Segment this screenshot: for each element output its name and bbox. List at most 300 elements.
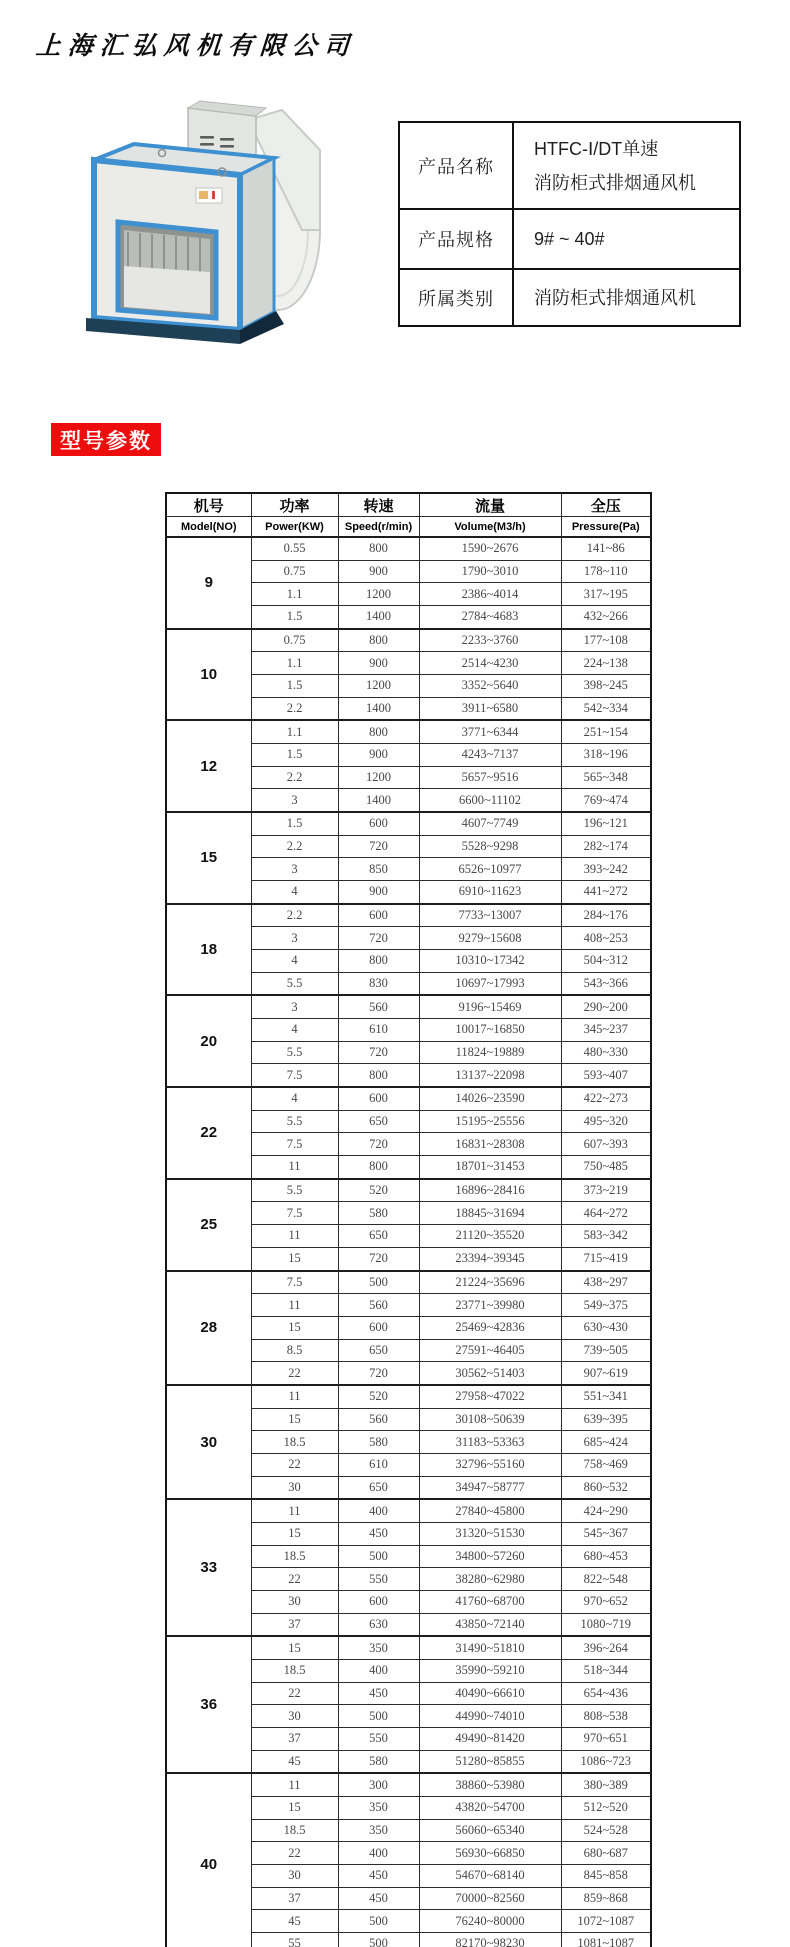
spec-header-cell: 流量 xyxy=(419,493,561,517)
spec-cell: 27591~46405 xyxy=(419,1339,561,1362)
spec-cell: 610 xyxy=(338,1019,419,1042)
spec-cell: 18.5 xyxy=(251,1545,338,1568)
spec-cell: 15195~25556 xyxy=(419,1110,561,1133)
spec-cell: 70000~82560 xyxy=(419,1887,561,1910)
spec-cell: 720 xyxy=(338,1247,419,1270)
spec-cell: 504~312 xyxy=(561,950,651,973)
spec-cell: 1400 xyxy=(338,697,419,720)
spec-cell: 43820~54700 xyxy=(419,1796,561,1819)
spec-cell: 551~341 xyxy=(561,1385,651,1408)
spec-cell: 400 xyxy=(338,1842,419,1865)
spec-cell: 37 xyxy=(251,1727,338,1750)
spec-cell: 18701~31453 xyxy=(419,1156,561,1179)
spec-cell: 583~342 xyxy=(561,1225,651,1248)
spec-cell: 27958~47022 xyxy=(419,1385,561,1408)
spec-cell: 900 xyxy=(338,881,419,904)
spec-cell: 34800~57260 xyxy=(419,1545,561,1568)
spec-header-cell: Speed(r/min) xyxy=(338,517,419,538)
model-params-badge: 型号参数 xyxy=(51,423,161,456)
spec-cell: 6910~11623 xyxy=(419,881,561,904)
spec-cell: 43850~72140 xyxy=(419,1613,561,1636)
spec-header-cell: Model(NO) xyxy=(166,517,251,538)
spec-cell: 600 xyxy=(338,1087,419,1110)
spec-cell: 177~108 xyxy=(561,629,651,652)
spec-row xyxy=(166,995,651,1018)
spec-cell: 41760~68700 xyxy=(419,1590,561,1613)
spec-cell: 1081~1087 xyxy=(561,1932,651,1947)
spec-cell: 23394~39345 xyxy=(419,1247,561,1270)
spec-cell: 545~367 xyxy=(561,1522,651,1545)
spec-cell: 30 xyxy=(251,1590,338,1613)
spec-cell: 850 xyxy=(338,858,419,881)
spec-cell: 30 xyxy=(251,1864,338,1887)
spec-cell: 15 xyxy=(251,1316,338,1339)
model-number: 9 xyxy=(166,537,251,629)
spec-cell: 10697~17993 xyxy=(419,972,561,995)
spec-cell: 800 xyxy=(338,537,419,560)
spec-cell: 2.2 xyxy=(251,697,338,720)
model-number: 36 xyxy=(166,1636,251,1773)
spec-cell: 5657~9516 xyxy=(419,766,561,789)
spec-cell: 520 xyxy=(338,1179,419,1202)
model-number: 22 xyxy=(166,1087,251,1179)
spec-cell: 31183~53363 xyxy=(419,1431,561,1454)
spec-cell: 34947~58777 xyxy=(419,1476,561,1499)
spec-cell: 21224~35696 xyxy=(419,1271,561,1294)
spec-cell: 31490~51810 xyxy=(419,1636,561,1659)
spec-row xyxy=(166,812,651,835)
spec-cell: 4 xyxy=(251,950,338,973)
spec-cell: 290~200 xyxy=(561,995,651,1018)
spec-cell: 1.5 xyxy=(251,812,338,835)
spec-cell: 350 xyxy=(338,1819,419,1842)
spec-cell: 22 xyxy=(251,1362,338,1385)
spec-cell: 1080~719 xyxy=(561,1613,651,1636)
spec-cell: 38280~62980 xyxy=(419,1568,561,1591)
spec-cell: 650 xyxy=(338,1225,419,1248)
spec-cell: 3911~6580 xyxy=(419,697,561,720)
spec-cell: 500 xyxy=(338,1271,419,1294)
spec-table xyxy=(165,492,652,1947)
spec-cell: 15 xyxy=(251,1636,338,1659)
spec-cell: 317~195 xyxy=(561,583,651,606)
spec-cell: 739~505 xyxy=(561,1339,651,1362)
spec-cell: 35990~59210 xyxy=(419,1659,561,1682)
spec-cell: 860~532 xyxy=(561,1476,651,1499)
spec-cell: 32796~55160 xyxy=(419,1453,561,1476)
spec-cell: 1.1 xyxy=(251,720,338,743)
spec-row xyxy=(166,629,651,652)
spec-header-cell: 全压 xyxy=(561,493,651,517)
spec-cell: 7.5 xyxy=(251,1133,338,1156)
spec-header-cn xyxy=(166,493,651,517)
spec-cell: 600 xyxy=(338,812,419,835)
model-number: 12 xyxy=(166,720,251,812)
info-value-product-name xyxy=(513,122,740,209)
spec-cell: 23771~39980 xyxy=(419,1294,561,1317)
spec-cell: 31320~51530 xyxy=(419,1522,561,1545)
spec-cell: 450 xyxy=(338,1522,419,1545)
spec-cell: 141~86 xyxy=(561,537,651,560)
fan-cabinet-illustration xyxy=(70,80,322,360)
spec-cell: 396~264 xyxy=(561,1636,651,1659)
spec-cell: 9279~15608 xyxy=(419,927,561,950)
spec-cell: 56060~65340 xyxy=(419,1819,561,1842)
spec-cell: 9196~15469 xyxy=(419,995,561,1018)
model-number: 20 xyxy=(166,995,251,1087)
spec-cell: 800 xyxy=(338,1156,419,1179)
spec-cell: 720 xyxy=(338,835,419,858)
spec-header-en xyxy=(166,517,651,538)
spec-cell: 38860~53980 xyxy=(419,1773,561,1796)
spec-cell: 56930~66850 xyxy=(419,1842,561,1865)
spec-cell: 300 xyxy=(338,1773,419,1796)
spec-cell: 600 xyxy=(338,1316,419,1339)
spec-cell: 808~538 xyxy=(561,1705,651,1728)
spec-cell: 393~242 xyxy=(561,858,651,881)
spec-cell: 800 xyxy=(338,1064,419,1087)
spec-cell: 2784~4683 xyxy=(419,606,561,629)
spec-header-cell: Pressure(Pa) xyxy=(561,517,651,538)
spec-cell: 37 xyxy=(251,1887,338,1910)
spec-cell: 11 xyxy=(251,1225,338,1248)
model-number: 10 xyxy=(166,629,251,721)
spec-cell: 40490~66610 xyxy=(419,1682,561,1705)
spec-cell: 580 xyxy=(338,1431,419,1454)
spec-row xyxy=(166,1636,651,1659)
spec-cell: 37 xyxy=(251,1613,338,1636)
spec-header-cell: 机号 xyxy=(166,493,251,517)
spec-cell: 5.5 xyxy=(251,1179,338,1202)
spec-header-cell: Power(KW) xyxy=(251,517,338,538)
spec-row xyxy=(166,537,651,560)
spec-cell: 1200 xyxy=(338,583,419,606)
spec-cell: 30562~51403 xyxy=(419,1362,561,1385)
spec-row xyxy=(166,720,651,743)
spec-cell: 5.5 xyxy=(251,1110,338,1133)
spec-cell: 11 xyxy=(251,1499,338,1522)
spec-cell: 8.5 xyxy=(251,1339,338,1362)
spec-cell: 720 xyxy=(338,1133,419,1156)
spec-cell: 10310~17342 xyxy=(419,950,561,973)
spec-cell: 13137~22098 xyxy=(419,1064,561,1087)
spec-cell: 680~453 xyxy=(561,1545,651,1568)
spec-cell: 284~176 xyxy=(561,904,651,927)
spec-cell: 44990~74010 xyxy=(419,1705,561,1728)
spec-cell: 4 xyxy=(251,1087,338,1110)
spec-cell: 2514~4230 xyxy=(419,652,561,675)
spec-cell: 610 xyxy=(338,1453,419,1476)
spec-cell: 0.55 xyxy=(251,537,338,560)
spec-cell: 1072~1087 xyxy=(561,1910,651,1933)
spec-cell: 650 xyxy=(338,1110,419,1133)
spec-row xyxy=(166,1773,651,1796)
spec-cell: 685~424 xyxy=(561,1431,651,1454)
spec-cell: 900 xyxy=(338,560,419,583)
spec-cell: 549~375 xyxy=(561,1294,651,1317)
spec-cell: 15 xyxy=(251,1796,338,1819)
spec-cell: 282~174 xyxy=(561,835,651,858)
model-number: 30 xyxy=(166,1385,251,1499)
spec-cell: 565~348 xyxy=(561,766,651,789)
spec-cell: 82170~98230 xyxy=(419,1932,561,1947)
spec-cell: 900 xyxy=(338,652,419,675)
product-name-line1: HTFC-Ⅰ/DT单速 xyxy=(534,138,659,159)
model-number: 33 xyxy=(166,1499,251,1636)
spec-cell: 15 xyxy=(251,1408,338,1431)
spec-cell: 464~272 xyxy=(561,1202,651,1225)
spec-cell: 680~687 xyxy=(561,1842,651,1865)
spec-cell: 30 xyxy=(251,1476,338,1499)
spec-cell: 830 xyxy=(338,972,419,995)
spec-row xyxy=(166,904,651,927)
spec-header-cell: Volume(M3/h) xyxy=(419,517,561,538)
spec-cell: 580 xyxy=(338,1202,419,1225)
spec-cell: 720 xyxy=(338,927,419,950)
spec-cell: 51280~85855 xyxy=(419,1750,561,1773)
spec-cell: 380~389 xyxy=(561,1773,651,1796)
spec-cell: 11 xyxy=(251,1294,338,1317)
spec-cell: 0.75 xyxy=(251,629,338,652)
spec-cell: 560 xyxy=(338,1408,419,1431)
spec-cell: 758~469 xyxy=(561,1453,651,1476)
spec-cell: 424~290 xyxy=(561,1499,651,1522)
spec-cell: 15 xyxy=(251,1522,338,1545)
spec-cell: 800 xyxy=(338,629,419,652)
spec-cell: 7.5 xyxy=(251,1271,338,1294)
spec-cell: 500 xyxy=(338,1705,419,1728)
spec-cell: 750~485 xyxy=(561,1156,651,1179)
spec-cell: 800 xyxy=(338,950,419,973)
spec-cell: 550 xyxy=(338,1727,419,1750)
spec-row xyxy=(166,1087,651,1110)
spec-cell: 422~273 xyxy=(561,1087,651,1110)
spec-cell: 30 xyxy=(251,1705,338,1728)
spec-cell: 224~138 xyxy=(561,652,651,675)
spec-cell: 970~651 xyxy=(561,1727,651,1750)
spec-cell: 500 xyxy=(338,1910,419,1933)
spec-cell: 441~272 xyxy=(561,881,651,904)
spec-cell: 1200 xyxy=(338,766,419,789)
spec-cell: 18.5 xyxy=(251,1659,338,1682)
spec-cell: 11 xyxy=(251,1156,338,1179)
spec-cell: 10017~16850 xyxy=(419,1019,561,1042)
spec-cell: 11824~19889 xyxy=(419,1041,561,1064)
spec-cell: 1400 xyxy=(338,606,419,629)
spec-cell: 3771~6344 xyxy=(419,720,561,743)
model-number: 25 xyxy=(166,1179,251,1271)
spec-cell: 607~393 xyxy=(561,1133,651,1156)
spec-cell: 7.5 xyxy=(251,1064,338,1087)
spec-cell: 373~219 xyxy=(561,1179,651,1202)
spec-cell: 438~297 xyxy=(561,1271,651,1294)
spec-cell: 970~652 xyxy=(561,1590,651,1613)
info-label: 产品名称 xyxy=(399,122,513,209)
spec-cell: 345~237 xyxy=(561,1019,651,1042)
spec-cell: 900 xyxy=(338,744,419,767)
spec-cell: 630 xyxy=(338,1613,419,1636)
company-name: 上海汇弘风机有限公司 xyxy=(34,31,357,60)
spec-cell: 4 xyxy=(251,1019,338,1042)
spec-cell: 6526~10977 xyxy=(419,858,561,881)
spec-cell: 5.5 xyxy=(251,1041,338,1064)
spec-cell: 7.5 xyxy=(251,1202,338,1225)
info-value-spec: 9# ~ 40# xyxy=(513,209,740,269)
spec-cell: 3 xyxy=(251,858,338,881)
spec-cell: 822~548 xyxy=(561,1568,651,1591)
spec-cell: 542~334 xyxy=(561,697,651,720)
spec-cell: 550 xyxy=(338,1568,419,1591)
spec-cell: 14026~23590 xyxy=(419,1087,561,1110)
spec-cell: 500 xyxy=(338,1932,419,1947)
info-label: 产品规格 xyxy=(399,209,513,269)
spec-cell: 720 xyxy=(338,1362,419,1385)
spec-cell: 450 xyxy=(338,1682,419,1705)
spec-cell: 1200 xyxy=(338,675,419,698)
spec-cell: 49490~81420 xyxy=(419,1727,561,1750)
spec-cell: 600 xyxy=(338,904,419,927)
spec-cell: 3352~5640 xyxy=(419,675,561,698)
spec-row xyxy=(166,1499,651,1522)
spec-cell: 0.75 xyxy=(251,560,338,583)
spec-cell: 715~419 xyxy=(561,1247,651,1270)
product-image xyxy=(70,80,322,360)
spec-cell: 580 xyxy=(338,1750,419,1773)
model-number: 28 xyxy=(166,1271,251,1385)
spec-cell: 11 xyxy=(251,1385,338,1408)
spec-cell: 3 xyxy=(251,789,338,812)
spec-cell: 21120~35520 xyxy=(419,1225,561,1248)
spec-cell: 432~266 xyxy=(561,606,651,629)
spec-cell: 1.5 xyxy=(251,675,338,698)
spec-cell: 1.5 xyxy=(251,606,338,629)
spec-cell: 495~320 xyxy=(561,1110,651,1133)
spec-cell: 45 xyxy=(251,1750,338,1773)
spec-cell: 22 xyxy=(251,1568,338,1591)
product-info-table xyxy=(398,121,741,327)
spec-cell: 524~528 xyxy=(561,1819,651,1842)
spec-cell: 720 xyxy=(338,1041,419,1064)
spec-table-head xyxy=(166,493,651,537)
spec-cell: 1400 xyxy=(338,789,419,812)
spec-cell: 6600~11102 xyxy=(419,789,561,812)
spec-cell: 4607~7749 xyxy=(419,812,561,835)
info-label: 所属类别 xyxy=(399,269,513,326)
spec-cell: 630~430 xyxy=(561,1316,651,1339)
product-name-line2: 消防柜式排烟通风机 xyxy=(534,172,696,193)
spec-cell: 593~407 xyxy=(561,1064,651,1087)
spec-cell: 859~868 xyxy=(561,1887,651,1910)
spec-cell: 54670~68140 xyxy=(419,1864,561,1887)
spec-row xyxy=(166,1385,651,1408)
spec-cell: 518~344 xyxy=(561,1659,651,1682)
spec-cell: 543~366 xyxy=(561,972,651,995)
spec-cell: 2233~3760 xyxy=(419,629,561,652)
spec-cell: 350 xyxy=(338,1796,419,1819)
spec-cell: 1790~3010 xyxy=(419,560,561,583)
spec-row xyxy=(166,1271,651,1294)
spec-table-body xyxy=(166,537,651,1947)
spec-cell: 18.5 xyxy=(251,1819,338,1842)
spec-cell: 400 xyxy=(338,1659,419,1682)
spec-cell: 398~245 xyxy=(561,675,651,698)
spec-cell: 2.2 xyxy=(251,766,338,789)
spec-cell: 16831~28308 xyxy=(419,1133,561,1156)
spec-cell: 18845~31694 xyxy=(419,1202,561,1225)
spec-cell: 2386~4014 xyxy=(419,583,561,606)
spec-cell: 1.5 xyxy=(251,744,338,767)
spec-cell: 769~474 xyxy=(561,789,651,812)
spec-cell: 450 xyxy=(338,1887,419,1910)
spec-cell: 45 xyxy=(251,1910,338,1933)
spec-cell: 5.5 xyxy=(251,972,338,995)
spec-cell: 512~520 xyxy=(561,1796,651,1819)
spec-cell: 30108~50639 xyxy=(419,1408,561,1431)
spec-header-cell: 功率 xyxy=(251,493,338,517)
spec-cell: 650 xyxy=(338,1476,419,1499)
spec-cell: 3 xyxy=(251,927,338,950)
spec-cell: 845~858 xyxy=(561,1864,651,1887)
spec-cell: 654~436 xyxy=(561,1682,651,1705)
spec-cell: 639~395 xyxy=(561,1408,651,1431)
spec-cell: 560 xyxy=(338,1294,419,1317)
spec-cell: 4 xyxy=(251,881,338,904)
model-number: 18 xyxy=(166,904,251,996)
spec-cell: 408~253 xyxy=(561,927,651,950)
spec-cell: 4243~7137 xyxy=(419,744,561,767)
spec-cell: 16896~28416 xyxy=(419,1179,561,1202)
spec-cell: 600 xyxy=(338,1590,419,1613)
spec-cell: 55 xyxy=(251,1932,338,1947)
spec-cell: 480~330 xyxy=(561,1041,651,1064)
spec-cell: 450 xyxy=(338,1864,419,1887)
spec-cell: 1.1 xyxy=(251,652,338,675)
spec-cell: 400 xyxy=(338,1499,419,1522)
spec-cell: 196~121 xyxy=(561,812,651,835)
spec-cell: 907~619 xyxy=(561,1362,651,1385)
spec-cell: 2.2 xyxy=(251,835,338,858)
spec-cell: 25469~42836 xyxy=(419,1316,561,1339)
spec-cell: 318~196 xyxy=(561,744,651,767)
spec-cell: 178~110 xyxy=(561,560,651,583)
spec-cell: 22 xyxy=(251,1682,338,1705)
spec-cell: 350 xyxy=(338,1636,419,1659)
spec-cell: 11 xyxy=(251,1773,338,1796)
spec-cell: 22 xyxy=(251,1842,338,1865)
spec-cell: 560 xyxy=(338,995,419,1018)
spec-cell: 5528~9298 xyxy=(419,835,561,858)
spec-cell: 251~154 xyxy=(561,720,651,743)
spec-cell: 520 xyxy=(338,1385,419,1408)
spec-cell: 3 xyxy=(251,995,338,1018)
model-number: 15 xyxy=(166,812,251,904)
spec-header-cell: 转速 xyxy=(338,493,419,517)
spec-cell: 7733~13007 xyxy=(419,904,561,927)
model-number: 40 xyxy=(166,1773,251,1947)
spec-row xyxy=(166,1179,651,1202)
info-value-category: 消防柜式排烟通风机 xyxy=(513,269,740,326)
spec-cell: 22 xyxy=(251,1453,338,1476)
spec-cell: 650 xyxy=(338,1339,419,1362)
spec-cell: 1086~723 xyxy=(561,1750,651,1773)
spec-cell: 18.5 xyxy=(251,1431,338,1454)
spec-cell: 500 xyxy=(338,1545,419,1568)
spec-cell: 1590~2676 xyxy=(419,537,561,560)
spec-cell: 76240~80000 xyxy=(419,1910,561,1933)
spec-cell: 15 xyxy=(251,1247,338,1270)
spec-cell: 2.2 xyxy=(251,904,338,927)
spec-cell: 800 xyxy=(338,720,419,743)
